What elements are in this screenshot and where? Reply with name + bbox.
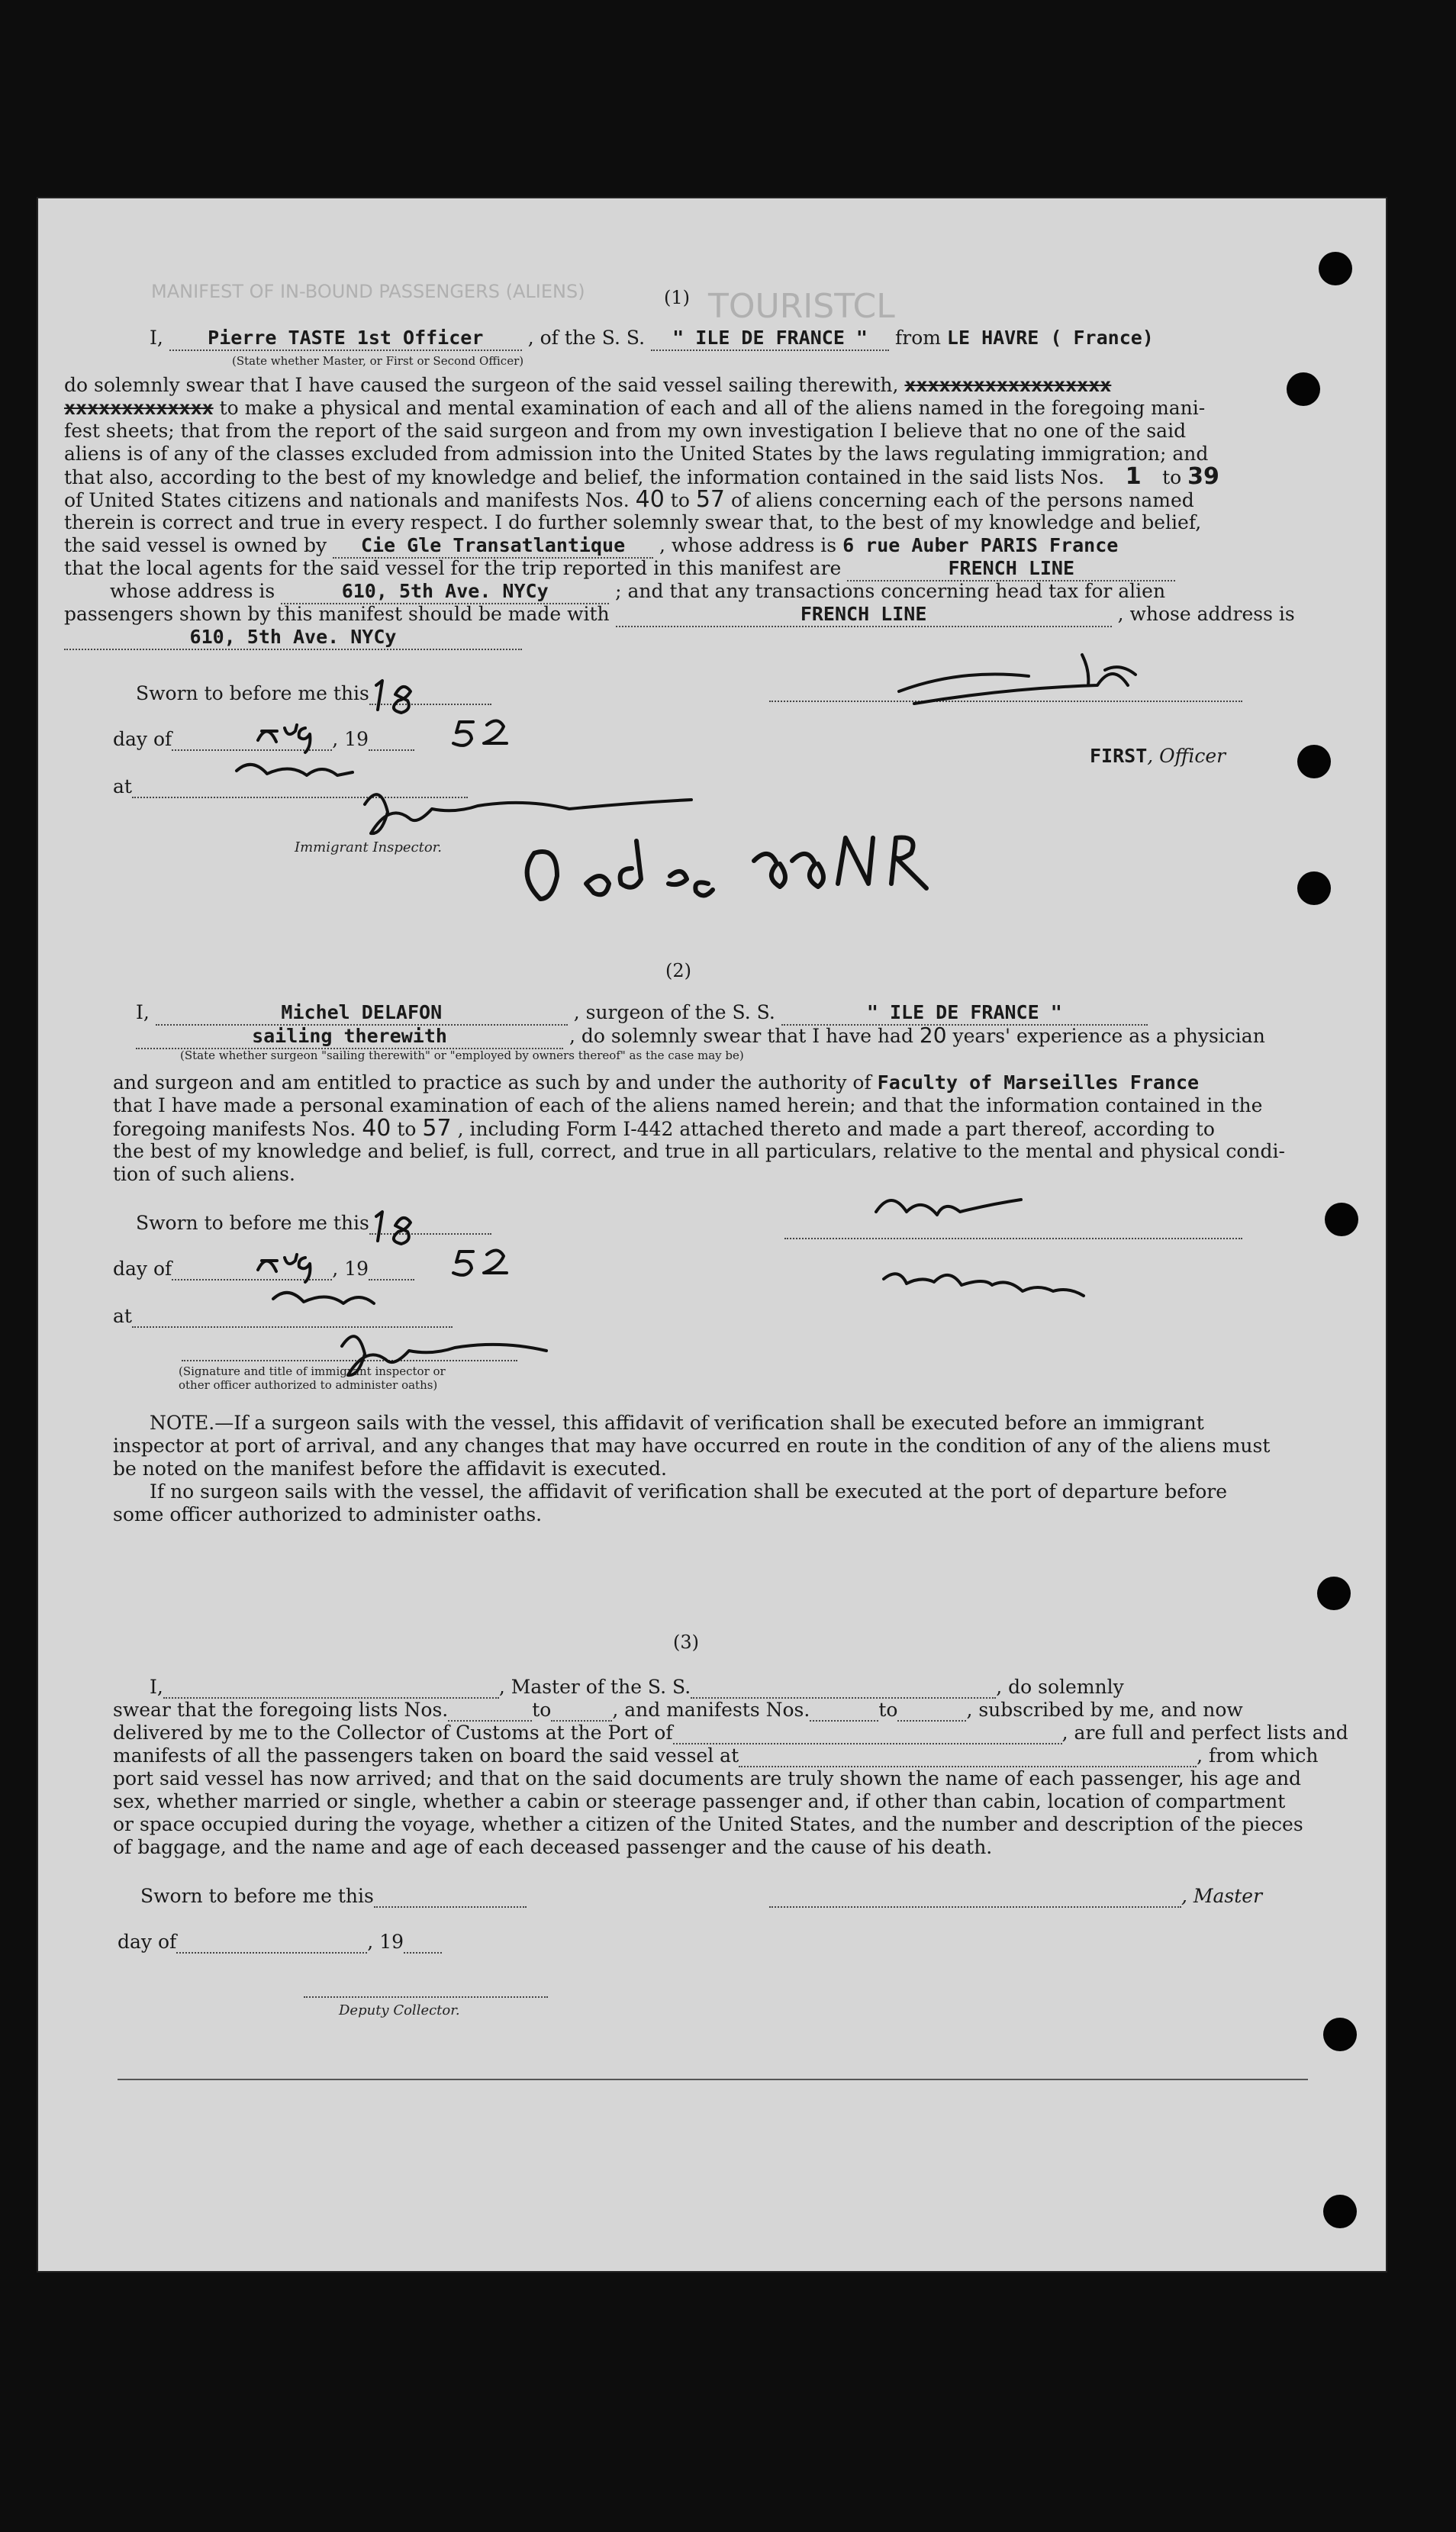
list-from-value: 1 <box>1125 463 1142 490</box>
s2-manifest-to: 57 <box>422 1115 452 1142</box>
document-page <box>37 197 1387 2273</box>
tax-agent-field: FRENCH LINE <box>616 603 1112 627</box>
s1-line-6: of United States citizens and nationals and manifests Nos. 40 to 57 of aliens concerning each of the persons named <box>64 486 1194 513</box>
officer-rank: FIRST <box>1090 745 1148 767</box>
punch-hole <box>1319 252 1352 285</box>
s3-line-6: sex, whether married or single, whether a cabin or steerage passenger and, if other than cabin, location of compartment <box>113 1790 1286 1812</box>
s1-day-handwriting <box>376 681 411 713</box>
s2-sig-caption-2: other officer authorized to administer oaths) <box>179 1378 438 1392</box>
punch-hole <box>1325 1203 1358 1236</box>
s1-line-5: that also, according to the best of my knowledge and belief, the information contained in the said lists Nos. 1 to 39 <box>64 463 1219 490</box>
s3-master-line: , Master <box>769 1885 1262 1908</box>
s1-inspector-signature <box>365 794 691 833</box>
s3-sworn-line: Sworn to before me this <box>140 1885 527 1908</box>
struck-text-2: xxxxxxxxxxxxx <box>64 397 214 419</box>
s3-line-1: I, , Master of the S. S. , do solemnly <box>150 1676 1124 1698</box>
s1-officer-caption: (State whether Master, or First or Second Officer) <box>232 354 524 368</box>
s2-line-5: the best of my knowledge and belief, is full, correct, and true in all particulars, relative to the mental and physical condi- <box>113 1140 1285 1162</box>
ship-name-field: " ILE DE FRANCE " <box>651 327 889 351</box>
punch-hole <box>1317 1577 1351 1610</box>
owner-address-field: 6 rue Auber PARIS France <box>842 534 1119 556</box>
note-line-4: If no surgeon sails with the vessel, the affidavit of verification shall be executed at the port of departure before <box>150 1480 1227 1503</box>
s1-line-officer: I, Pierre TASTE 1st Officer , of the S. S. " ILE DE FRANCE " from LE HAVRE ( France) <box>150 327 1161 351</box>
s1-line-7: therein is correct and true in every respect. I do further solemnly swear that, to the best of my knowledge and belief, <box>64 511 1202 533</box>
s2-at-line: at <box>113 1305 453 1328</box>
s3-line-4: manifests of all the passengers taken on board the said vessel at , from which <box>113 1744 1319 1767</box>
s2-line-surgeon: I, Michel DELAFON , surgeon of the S. S. " ILE DE FRANCE " <box>136 1001 1148 1026</box>
owner-field: Cie Gle Transatlantique <box>333 534 653 559</box>
note-line-3: be noted on the manifest before the affidavit is executed. <box>113 1458 667 1480</box>
s2-line-4: foregoing manifests Nos. 40 to 57 , including Form I-442 attached thereto and made a part thereof, according to <box>113 1115 1215 1142</box>
officer-signature <box>899 655 1135 704</box>
s2-month-handwriting <box>258 1255 310 1282</box>
punch-hole <box>1297 745 1331 778</box>
s3-line-2: swear that the foregoing lists Nos. to , and manifests Nos. to , subscribed by me, and now <box>113 1699 1243 1721</box>
s2-sworn-line: Sworn to before me this <box>136 1212 491 1235</box>
s2-line-6: tion of such aliens. <box>113 1163 295 1185</box>
struck-text: xxxxxxxxxxxxxxxxxx <box>904 374 1112 396</box>
s3-line-7: or space occupied during the voyage, whether a citizen of the United States, and the number and description of the pieces <box>113 1813 1303 1835</box>
manifest-from-value: 40 <box>635 486 665 513</box>
s1-line-2: xxxxxxxxxxxxx to make a physical and mental examination of each and all of the aliens named in the foregoing mani- <box>64 397 1206 419</box>
s1-officer-title: FIRST, Officer <box>1090 745 1226 767</box>
s2-place-handwriting <box>273 1293 374 1303</box>
s2-year-handwriting <box>453 1250 507 1274</box>
s1-sworn-line: Sworn to before me this <box>136 682 491 705</box>
s2-inspector-signature <box>342 1336 546 1375</box>
handwriting-overlay <box>37 197 1387 2273</box>
manifest-to-value: 57 <box>695 486 726 513</box>
departure-port-field: LE HAVRE ( France) <box>946 327 1154 349</box>
s1-month-handwriting <box>258 725 310 752</box>
s1-line-11: passengers shown by this manifest should be made with FRENCH LINE , whose address is <box>64 603 1295 627</box>
s3-line-8: of baggage, and the name and age of each deceased passenger and the cause of his death. <box>113 1836 993 1858</box>
bleed-through-heading: TOURISTCL <box>708 287 895 326</box>
surgeon-signature <box>876 1200 1084 1296</box>
s1-at-line: at <box>113 775 468 798</box>
officer-name-field: Pierre TASTE 1st Officer <box>169 327 522 351</box>
section-3-number: (3) <box>673 1632 699 1653</box>
s1-inspector-caption: Immigrant Inspector. <box>295 839 443 855</box>
s1-line-9: that the local agents for the said vessel for the trip reported in this manifest are FRENCH LINE <box>64 557 1175 581</box>
s2-sig-caption-1: (Signature and title of immigrant inspector or <box>179 1364 446 1378</box>
s1-line-3: fest sheets; that from the report of the said surgeon and from my own investigation I believe that no one of the said <box>64 420 1187 442</box>
s1-line-1: do solemnly swear that I have caused the surgeon of the said vessel sailing therewith, xxxxxxxxxxxxxxxxxx <box>64 374 1112 396</box>
s1-line-10: whose address is 610, 5th Ave. NYCy ; and that any transactions concerning head tax for alien <box>110 580 1165 604</box>
s3-line-5: port said vessel has now arrived; and that on the said documents are truly shown the name of each passenger, his age and <box>113 1767 1302 1789</box>
punch-hole <box>1287 372 1320 406</box>
s2-manifest-from: 40 <box>362 1115 391 1142</box>
s3-line-3: delivered by me to the Collector of Customs at the Port of , are full and perfect lists and <box>113 1722 1348 1744</box>
s3-day-line: day of , 19 <box>118 1931 442 1954</box>
deputy-collector-caption: Deputy Collector. <box>339 2002 460 2018</box>
punch-hole <box>1323 2195 1357 2228</box>
agents-address-field: 610, 5th Ave. NYCy <box>281 580 609 604</box>
note-line-5: some officer authorized to administer oaths. <box>113 1503 543 1525</box>
s2-line-3: that I have made a personal examination of each of the aliens named herein; and that the information contained in the <box>113 1094 1263 1116</box>
s2-day-handwriting <box>376 1212 411 1244</box>
agents-field: FRENCH LINE <box>847 557 1175 581</box>
s2-surgeon-caption: (State whether surgeon "sailing therewith" or "employed by owners thereof" as the case may be) <box>180 1049 744 1062</box>
section-1-number: (1) <box>664 287 690 308</box>
s1-line-4: aliens is of any of the classes excluded from admission into the United States by the laws regulating immigration; and <box>64 443 1209 465</box>
authority-field: Faculty of Marseilles France <box>877 1071 1200 1094</box>
s1-day-line: day of , 19 <box>113 728 414 751</box>
s1-year-handwriting <box>453 720 507 745</box>
sailing-status-field: sailing therewith <box>136 1025 563 1049</box>
surgeon-name-field: Michel DELAFON <box>156 1001 568 1026</box>
punch-hole <box>1323 2018 1357 2051</box>
s2-day-line: day of , 19 <box>113 1258 414 1280</box>
s1-place-handwriting <box>237 765 353 775</box>
s1-line-8: the said vessel is owned by Cie Gle Transatlantique , whose address is 6 rue Auber PARIS France <box>64 534 1118 559</box>
note-line-2: inspector at port of arrival, and any changes that may have occurred en route in the condition of any of the aliens must <box>113 1435 1271 1457</box>
s2-line-2: and surgeon and am entitled to practice as such by and under the authority of Faculty of Marseilles France <box>113 1071 1200 1094</box>
s2-line-sailing: sailing therewith , do solemnly swear that I have had 20 years' experience as a physician <box>136 1024 1265 1049</box>
list-to-value: 39 <box>1187 463 1219 490</box>
note-line-1: NOTE.—If a surgeon sails with the vessel, this affidavit of verification shall be executed before an immigrant <box>150 1412 1204 1434</box>
docket-annotation <box>527 837 926 899</box>
tax-address-field: 610, 5th Ave. NYCy <box>64 626 522 650</box>
section-2-number: (2) <box>665 960 691 981</box>
years-experience-value: 20 <box>919 1023 947 1048</box>
bleed-through-text: MANIFEST OF IN-BOUND PASSENGERS (ALIENS) <box>151 281 585 302</box>
punch-hole <box>1297 871 1331 905</box>
surgeon-ship-field: " ILE DE FRANCE " <box>781 1001 1148 1026</box>
